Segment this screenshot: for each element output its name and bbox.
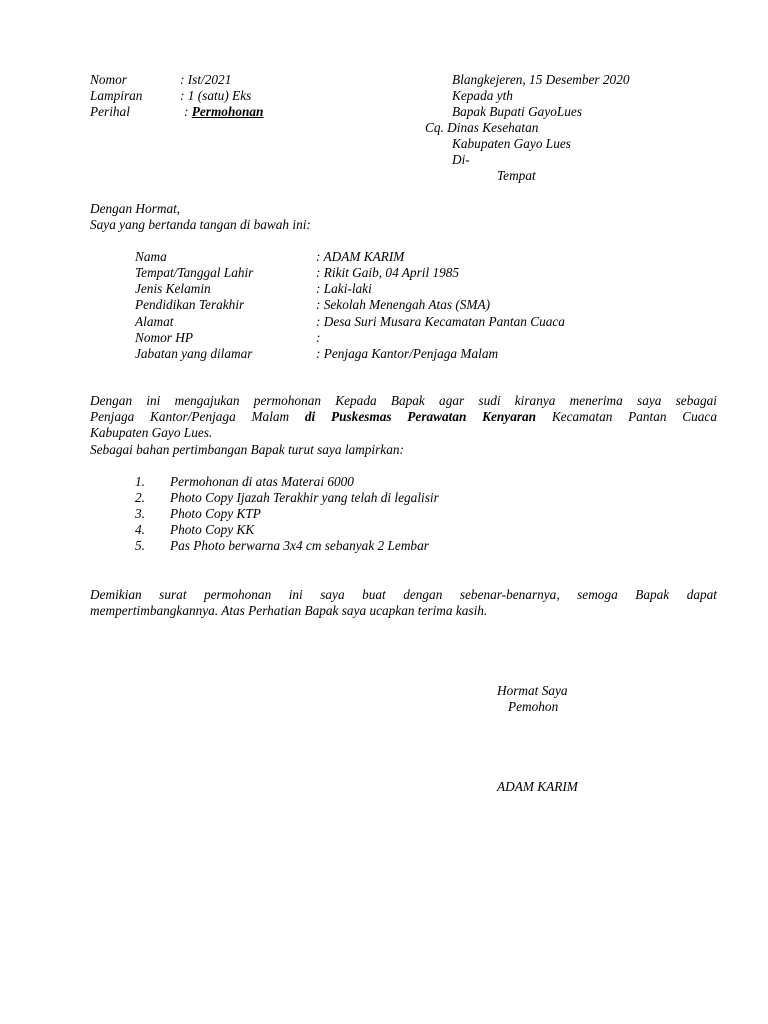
lampiran-label: Lampiran <box>90 88 143 103</box>
list-item: Photo Copy KTP <box>170 506 261 521</box>
request-paragraph <box>90 393 717 458</box>
identity-label: Nomor HP <box>135 330 193 345</box>
identity-label: Jenis Kelamin <box>135 281 211 296</box>
list-item: Permohonan di atas Materai 6000 <box>170 474 354 489</box>
tempat-line: Tempat <box>497 168 536 183</box>
closing-paragraph <box>90 587 717 619</box>
identity-label: Alamat <box>135 314 174 329</box>
identity-value: : Laki-laki <box>316 281 372 296</box>
identity-value: : Rikit Gaib, 04 April 1985 <box>316 265 460 280</box>
lampiran-value: : 1 (satu) Eks <box>180 88 252 103</box>
request-line-3: Kabupaten Gayo Lues. <box>90 425 213 441</box>
perihal-value: Permohonan <box>191 104 264 119</box>
identity-label: Nama <box>135 249 167 264</box>
perihal-label: Perihal <box>90 104 130 119</box>
request-line-2-b: Kecamatan Pantan Cuaca <box>536 409 717 425</box>
perihal-colon: : <box>184 104 192 119</box>
list-item-number: 5. <box>135 538 145 553</box>
identity-value: : Penjaga Kantor/Penjaga Malam <box>316 346 499 361</box>
request-line-2-bold: di Puskesmas Perawatan Kenyaran <box>304 409 537 425</box>
list-item: Pas Photo berwarna 3x4 cm sebanyak 2 Lembar <box>170 538 429 553</box>
list-item: Photo Copy KK <box>170 522 255 537</box>
request-line-2 <box>90 409 717 425</box>
identity-value: : Sekolah Menengah Atas (SMA) <box>316 297 491 312</box>
identity-label: Pendidikan Terakhir <box>135 297 245 312</box>
intro-line: Saya yang bertanda tangan di bawah ini: <box>90 217 311 232</box>
di-line: Di- <box>452 152 470 167</box>
kepada-yth: Kepada yth <box>452 88 513 103</box>
closing-line-2: mempertimbangkannya. Atas Perhatian Bapak saya ucapkan terima kasih. <box>90 603 488 619</box>
signer-name: ADAM KARIM <box>497 779 578 794</box>
place-date: Blangkejeren, 15 Desember 2020 <box>452 72 630 87</box>
closing-line-1: Demikian surat permohonan ini saya buat dengan sebenar-benarnya, semoga Bapak dapat <box>90 587 717 602</box>
request-line-2-a: Penjaga Kantor/Penjaga Malam <box>90 409 305 425</box>
greeting: Dengan Hormat, <box>90 201 181 216</box>
list-item-number: 2. <box>135 490 145 505</box>
hormat-saya: Hormat Saya <box>497 683 568 698</box>
recipient-name: Bapak Bupati GayoLues <box>452 104 582 119</box>
perihal-value-line <box>184 104 263 120</box>
attachments-intro: Sebagai bahan pertimbangan Bapak turut saya lampirkan: <box>90 441 404 457</box>
identity-label: Jabatan yang dilamar <box>135 346 253 361</box>
nomor-value: : Ist/2021 <box>180 72 232 87</box>
identity-value: : Desa Suri Musara Kecamatan Pantan Cuaca <box>316 314 565 329</box>
list-item-number: 3. <box>135 506 145 521</box>
list-item-number: 4. <box>135 522 145 537</box>
nomor-label: Nomor <box>90 72 127 87</box>
identity-label: Tempat/Tanggal Lahir <box>135 265 254 280</box>
list-item: Photo Copy Ijazah Terakhir yang telah di legalisir <box>170 490 439 505</box>
pemohon-label: Pemohon <box>508 699 559 714</box>
identity-value: : <box>316 330 321 345</box>
request-line-1: Dengan ini mengajukan permohonan Kepada Bapak agar sudi kiranya menerima saya sebagai <box>90 393 717 408</box>
list-item-number: 1. <box>135 474 145 489</box>
region-line: Kabupaten Gayo Lues <box>452 136 571 151</box>
identity-value: : ADAM KARIM <box>316 249 405 264</box>
cq-line: Cq. Dinas Kesehatan <box>425 120 539 135</box>
